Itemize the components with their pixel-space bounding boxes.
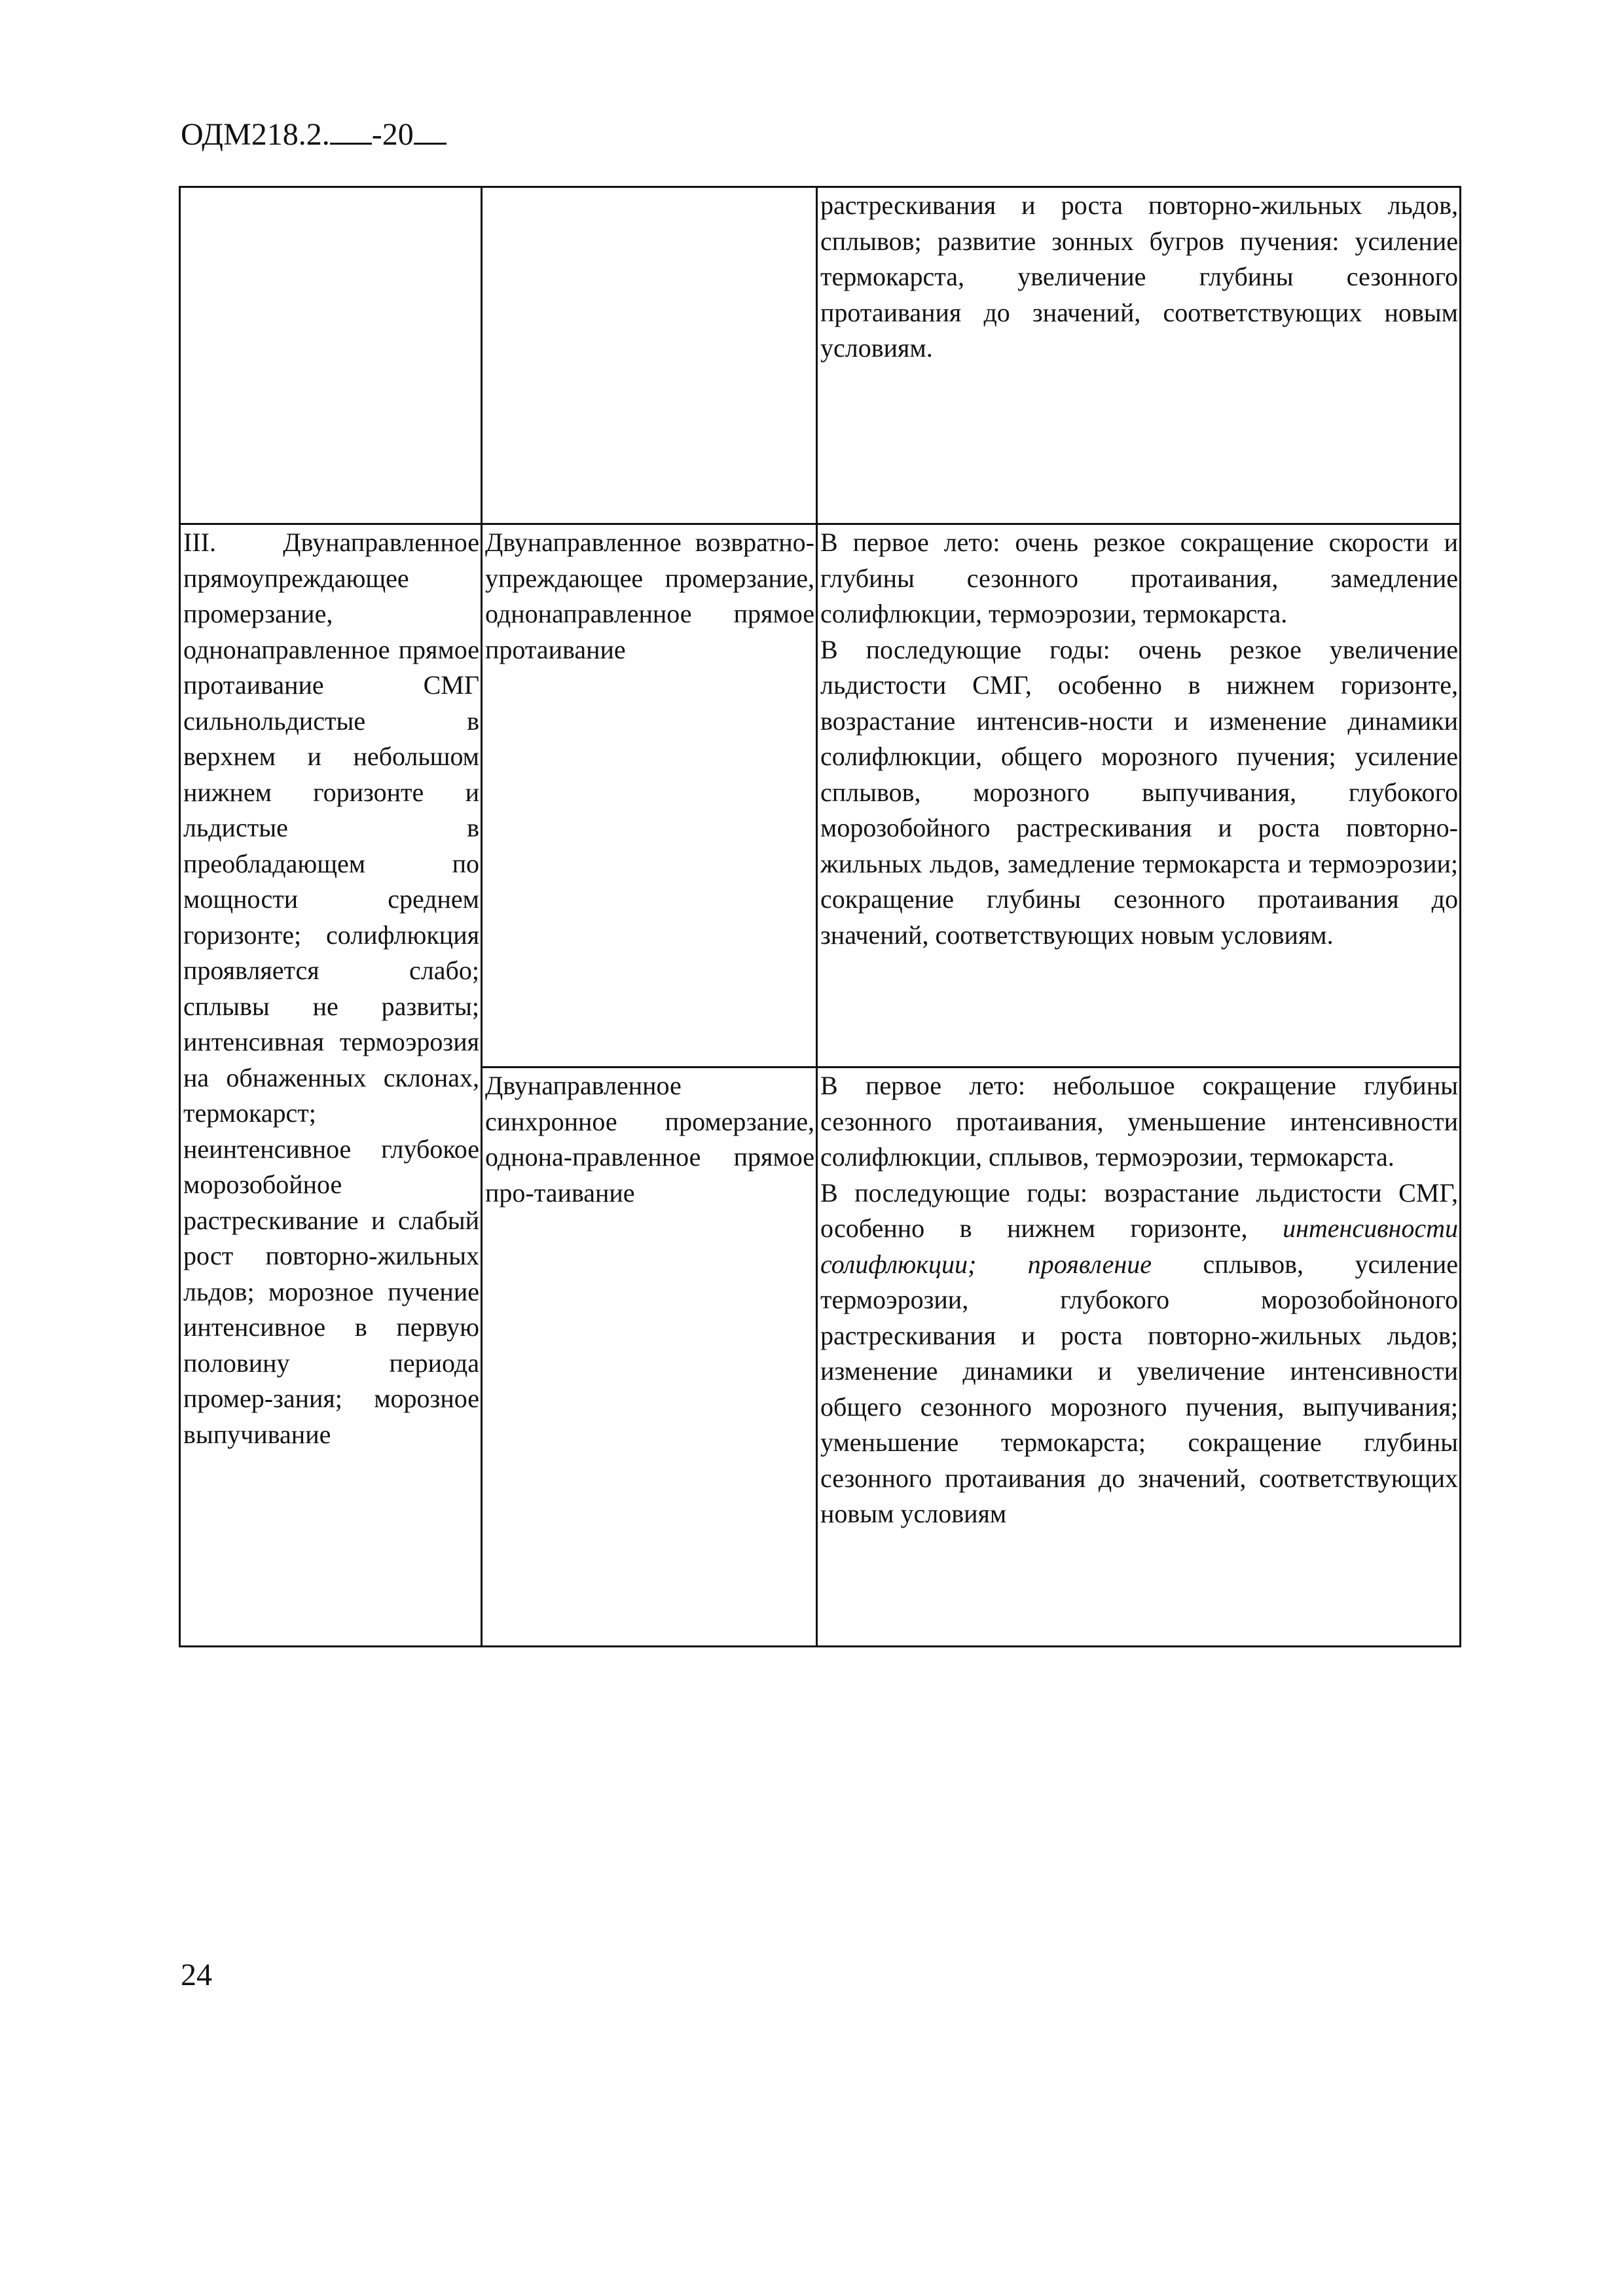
table-cell-transformation bbox=[482, 1067, 817, 1647]
cell-text-italic: интенсивности солифлюкции; проявление bbox=[820, 1213, 1458, 1279]
cell-paragraph bbox=[820, 1175, 1458, 1532]
cell-paragraph: В первое лето: очень резкое сокращение скорости и глубины сезонного протаивания, замедление солифлюкции, термоэрозии, термокарста. bbox=[820, 528, 1458, 628]
cell-text: сплывов, усиление термоэрозии, глубокого морозобойноного растрескивания и роста повторно-жильных льдов; изменение динамики и увеличение интенсивности общего сезонного морозного пучения, выпучивания; уменьшение термокарста; сокращение глубины сезонного протаивания до значений, соответствующих новым условиям bbox=[820, 1249, 1459, 1528]
table-cell-transformation bbox=[482, 524, 817, 1067]
table-cell-empty bbox=[180, 187, 482, 524]
document-code-header bbox=[181, 117, 447, 153]
table-row bbox=[180, 524, 1461, 1067]
cell-paragraph: В первое лето: небольшое сокращение глубины сезонного протаивания, уменьшение интенсивности солифлюкции, сплывов, термоэрозии, термокарста. bbox=[820, 1071, 1458, 1172]
blank-field-2 bbox=[414, 117, 447, 145]
document-code-prefix: ОДМ218.2. bbox=[181, 117, 330, 152]
table-cell-empty bbox=[482, 187, 817, 524]
document-code-year: -20 bbox=[371, 117, 414, 152]
table-cell-consequences bbox=[817, 524, 1461, 1067]
cell-text: В последующие годы: возрастание льдистости СМГ, особенно в нижнем горизонте, bbox=[820, 1177, 1458, 1243]
cell-text: Двунаправленное возвратно-упреждающее промерзание, однонаправленное прямое протаивание bbox=[485, 528, 814, 664]
blank-field-1 bbox=[330, 117, 372, 145]
table-cell-consequences bbox=[817, 187, 1461, 524]
cell-text: Двунаправленное синхронное промерзание, однона-правленное прямое про-таивание bbox=[485, 1071, 814, 1208]
cell-text: III. Двунаправленное прямоупреждающее промерзание, однонаправленное прямое протаивание СМГ сильнольдистые в верхнем и небольшом нижнем горизонте и льдистые в преобладающем по мощности среднем горизонте; солифлюкция проявляется слабо; сплывы не развиты; интенсивная термоэрозия на обнаженных склонах, термокарст; неинтенсивное глубокое морозобойное растрескивание и слабый рост повторно-жильных льдов; морозное пучение интенсивное в первую половину периода промер-зания; морозное выпучивание bbox=[183, 528, 479, 1449]
cryolithozone-processes-table bbox=[179, 186, 1461, 1647]
table-cell-consequences bbox=[817, 1067, 1461, 1647]
page-number: 24 bbox=[181, 1958, 212, 1992]
table-row bbox=[180, 187, 1461, 524]
cell-text: растрескивания и роста повторно-жильных льдов, сплывов; развитие зонных бугров пучения: усиление термокарста, увеличение глубины сезонного протаивания до значений, соответствующих новым условиям. bbox=[820, 190, 1458, 363]
cell-paragraph: В последующие годы: очень резкое увеличение льдистости СМГ, особенно в нижнем горизонте, возрастание интенсив-ности и изменение динамики солифлюкции, общего морозного пучения; усиление сплывов, морозного выпучивания, глубокого морозобойного растрескивания и роста повторно-жильных льдов, замедление термокарста и термоэрозии; сокращение глубины сезонного протаивания до значений, соответствующих новым условиям. bbox=[820, 634, 1458, 950]
table-cell-regime-type bbox=[180, 524, 482, 1647]
